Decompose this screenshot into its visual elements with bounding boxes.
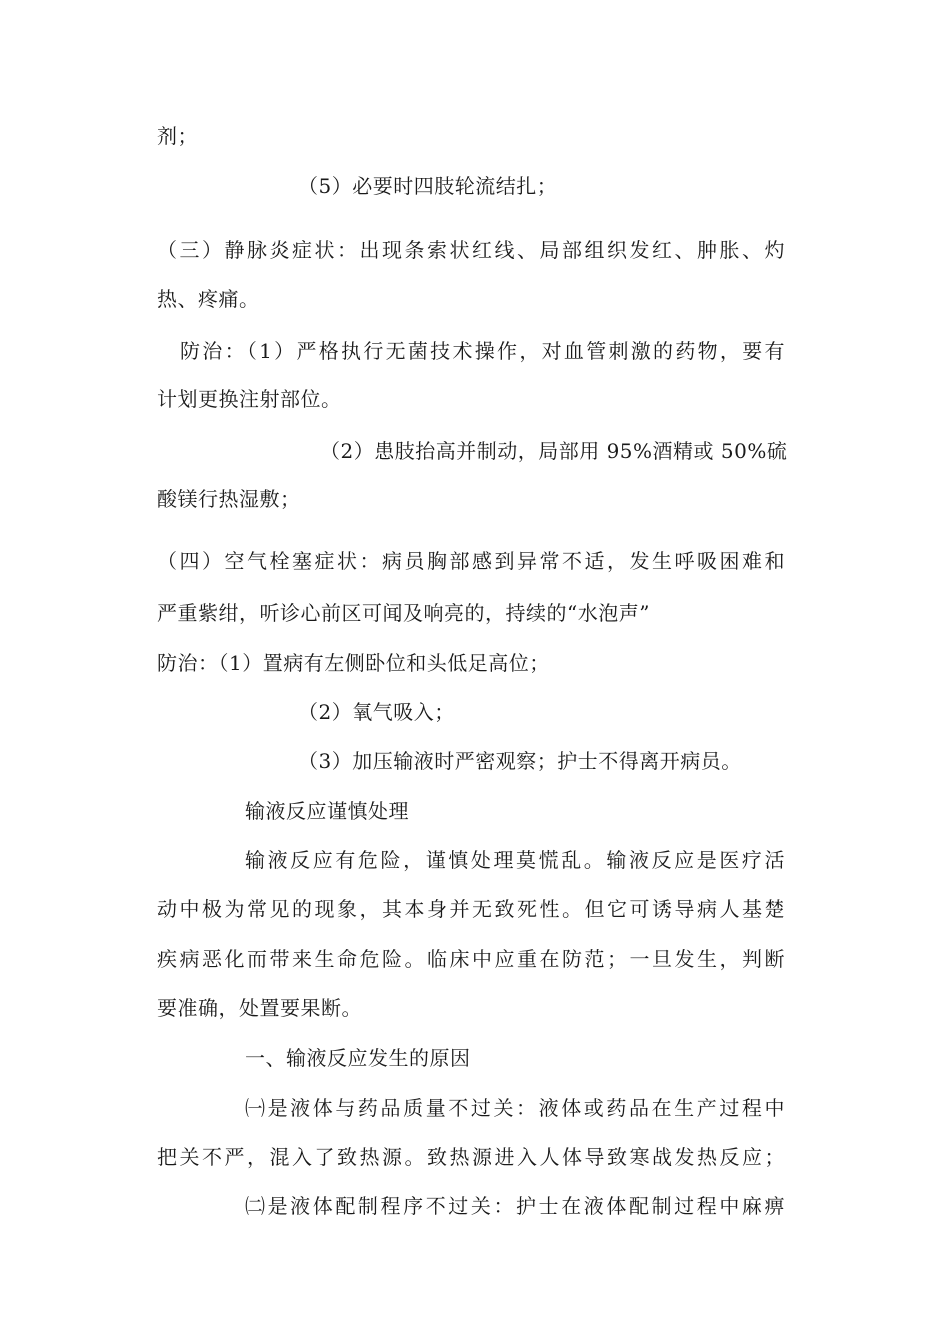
text-line: ㈠是液体与药品质量不过关：液体或药品在生产过程中 xyxy=(245,1096,785,1120)
text-line: （5）必要时四肢轮流结扎； xyxy=(298,174,558,198)
text-line: 酸镁行热湿敷； xyxy=(157,487,301,511)
text-line: 热、疼痛。 xyxy=(157,287,260,311)
text-line: 剂； xyxy=(157,124,198,148)
text-line: 严重紫绀，听诊心前区可闻及响亮的，持续的“水泡声” xyxy=(157,601,650,625)
text-line: 防治：（1）严格执行无菌技术操作，对血管刺激的药物，要有 xyxy=(180,339,785,363)
text-line: 要准确，处置要果断。 xyxy=(157,996,362,1020)
text-line: （3）加压输液时严密观察；护士不得离开病员。 xyxy=(298,749,742,773)
text-line: 把关不严，混入了致热源。致热源进入人体导致寒战发热反应； xyxy=(157,1145,785,1169)
section-heading-phlebitis: （三）静脉炎症状：出现条索状红线、局部组织发红、肿胀、灼 xyxy=(157,238,785,262)
section-title-infusion-reaction: 输液反应谨慎处理 xyxy=(245,799,409,823)
text-line: （2）氧气吸入； xyxy=(298,700,455,724)
section-heading-causes: 一、输液反应发生的原因 xyxy=(245,1046,471,1070)
text-line: 防治：（1）置病有左侧卧位和头低足高位； xyxy=(157,651,550,675)
text-line: 输液反应有危险，谨慎处理莫慌乱。输液反应是医疗活 xyxy=(245,848,785,872)
text-line: 动中极为常见的现象，其本身并无致死性。但它可诱导病人基楚 xyxy=(157,897,785,921)
text-line: 计划更换注射部位。 xyxy=(157,387,342,411)
section-heading-air-embolism: （四）空气栓塞症状：病员胸部感到异常不适，发生呼吸困难和 xyxy=(157,549,785,573)
text-line: 疾病恶化而带来生命危险。临床中应重在防范；一旦发生，判断 xyxy=(157,947,785,971)
text-line: ㈡是液体配制程序不过关：护士在液体配制过程中麻痹 xyxy=(245,1194,785,1218)
text-line: （2）患肢抬高并制动，局部用 95%酒精或 50%硫 xyxy=(320,439,788,463)
